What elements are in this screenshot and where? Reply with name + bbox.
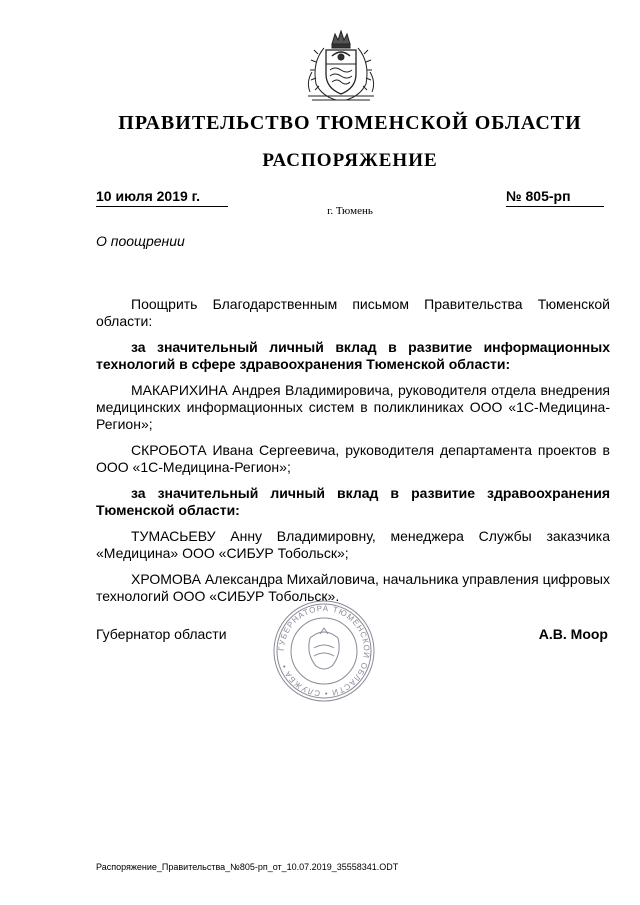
signer-name: А.В. Моор [538, 626, 608, 642]
document-subject: О поощрении [96, 233, 185, 249]
body-intro: Поощрить Благодарственным письмом Правительства Тюменской области: [96, 296, 610, 329]
document-type-title: РАСПОРЯЖЕНИЕ [262, 150, 438, 171]
organization-title: ПРАВИТЕЛЬСТВО ТЮМЕНСКОЙ ОБЛАСТИ [118, 112, 582, 134]
section-1-title: за значительный личный вклад в развитие информационных технологий в сфере здравоохранения Тюменской области: [96, 339, 610, 372]
section-2-title: за значительный личный вклад в развитие здравоохранения Тюменской области: [96, 485, 610, 518]
document-number: № 805-рп [506, 188, 604, 207]
signer-role: Губернатор области [96, 626, 227, 642]
document-filename-footer: Распоряжение_Правительства_№805-рп_от_10.07.2019_35558341.ODT [96, 862, 399, 872]
document-date: 10 июля 2019 г. [96, 188, 228, 207]
section-1-item: СКРОБОТА Ивана Сергеевича, руководителя департамента проектов в ООО «1С-Медицина-Регион»; [96, 442, 610, 475]
document-city: г. Тюмень [327, 205, 373, 217]
document-body [96, 296, 610, 614]
official-seal-stamp-icon [272, 598, 376, 704]
section-1-item: МАКАРИХИНА Андрея Владимировича, руководителя отдела внедрения медицинских информационных систем в поликлиниках ООО «1С-Медицина-Регион»; [96, 382, 610, 432]
tyumen-region-coat-of-arms-icon [302, 26, 380, 106]
section-2-item: ТУМАСЬЕВУ Анну Владимировну, менеджера Службы заказчика «Медицина» ООО «СИБУР Тобольск»; [96, 528, 610, 561]
stamp-text: ГУБЕРНАТОРА ТЮМЕНСКОЙ ОБЛАСТИ • СЛУЖБА • [276, 603, 372, 699]
section-2-item: ХРОМОВА Александра Михайловича, начальника управления цифровых технологий ООО «СИБУР Тобольск». [96, 571, 610, 604]
